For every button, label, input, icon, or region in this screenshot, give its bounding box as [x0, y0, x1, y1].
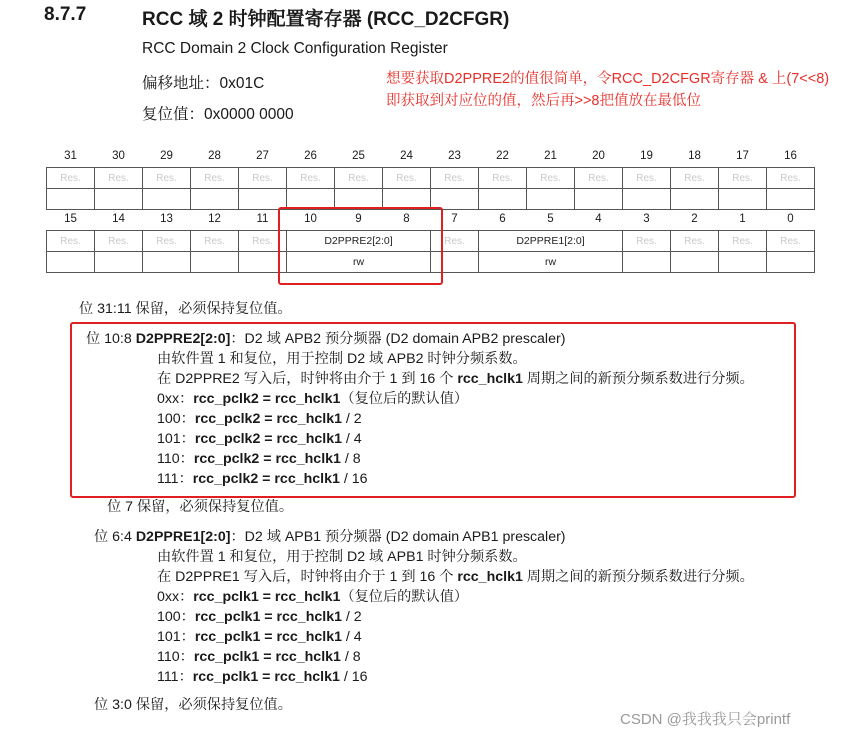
option-line	[157, 429, 362, 449]
reserved-cell: Res.	[95, 168, 143, 189]
red-annotation: 想要获取D2PPRE2的值很简单，令RCC_D2CFGR寄存器 & 上(7<<8)即获取到对应位的值，然后再>>8把值放在最低位	[386, 71, 830, 109]
option-code: 0xx：	[157, 589, 194, 605]
bit-number: 30	[112, 150, 125, 162]
field-title: ：D2 域 APB2 预分频器 (D2 domain APB2 prescaler)	[230, 331, 566, 347]
reserved-cell: Res.	[575, 168, 623, 189]
option-code: 100：	[157, 609, 195, 625]
bit-label: 位 10:8	[86, 331, 132, 347]
reserved-cell: Res.	[767, 231, 815, 252]
option-line	[157, 647, 361, 667]
field-name: D2PPRE1[2:0]	[135, 529, 231, 545]
field-desc-7	[107, 497, 293, 517]
offset-address: 偏移地址：0x01C	[142, 75, 265, 92]
access-cell	[719, 252, 767, 273]
reserved-cell: Res.	[671, 168, 719, 189]
access-cell	[671, 252, 719, 273]
option-line	[157, 667, 368, 687]
access-cell	[671, 189, 719, 210]
option-formula: rcc_pclk1 = rcc_hclk1	[192, 669, 340, 685]
option-code: 110：	[157, 451, 194, 467]
reserved-cell: Res.	[95, 231, 143, 252]
bit-number: 9	[355, 213, 362, 225]
access-cell	[191, 189, 239, 210]
access-cell	[623, 189, 671, 210]
reserved-cell: Res.	[191, 168, 239, 189]
option-line	[157, 607, 362, 627]
option-formula: rcc_pclk1 = rcc_hclk1	[193, 649, 341, 665]
bit-number: 19	[640, 150, 653, 162]
option-suffix: / 4	[341, 629, 362, 645]
d2ppre1-access: rw	[479, 252, 623, 273]
d2ppre2-field: D2PPRE2[2:0]	[287, 231, 431, 252]
bit-label: 位 31:11	[79, 301, 132, 317]
register-map-high	[46, 145, 815, 210]
option-formula: rcc_pclk2 = rcc_hclk1	[192, 471, 340, 487]
access-cell	[191, 252, 239, 273]
field-text: 保留，必须保持复位值。	[136, 499, 294, 515]
reserved-cell: Res.	[143, 231, 191, 252]
bit-label: 位 7	[107, 499, 134, 515]
option-line	[157, 587, 468, 607]
text: 在 D2PPRE1 写入后，时钟将由介于 1 到 16 个	[157, 569, 458, 585]
bit-number: 22	[496, 150, 509, 162]
option-formula: rcc_pclk2 = rcc_hclk1	[193, 391, 341, 407]
field-desc-10-8	[86, 329, 565, 349]
field-name: D2PPRE2[2:0]	[135, 331, 231, 347]
bit-number: 18	[688, 150, 701, 162]
option-line	[157, 627, 362, 647]
bit-number: 26	[304, 150, 317, 162]
reserved-cell: Res.	[767, 168, 815, 189]
access-cell	[47, 252, 95, 273]
bit-label: 位 3:0	[94, 697, 132, 713]
bit-number: 21	[544, 150, 557, 162]
csdn-watermark: CSDN @我我我只会printf	[620, 711, 791, 728]
bit-number: 12	[208, 213, 221, 225]
bit-number: 2	[691, 213, 698, 225]
reserved-cell: Res.	[623, 231, 671, 252]
option-formula: rcc_pclk1 = rcc_hclk1	[194, 629, 342, 645]
option-suffix: （复位后的默认值）	[340, 391, 469, 407]
option-code: 100：	[157, 411, 195, 427]
reserved-cell: Res.	[335, 168, 383, 189]
reserved-cell: Res.	[671, 231, 719, 252]
field-line	[157, 369, 754, 389]
option-suffix: / 16	[339, 471, 368, 487]
d2ppre1-field: D2PPRE1[2:0]	[479, 231, 623, 252]
bit-number: 5	[547, 213, 554, 225]
option-suffix: / 16	[339, 669, 368, 685]
reserved-cell: Res.	[47, 231, 95, 252]
bit-number: 23	[448, 150, 461, 162]
field-line	[157, 567, 754, 587]
field-line: 由软件置 1 和复位，用于控制 D2 域 APB2 时钟分频系数。	[157, 351, 527, 367]
option-formula: rcc_pclk1 = rcc_hclk1	[193, 589, 341, 605]
access-cell	[527, 189, 575, 210]
option-line	[157, 449, 361, 469]
bit-number: 14	[112, 213, 125, 225]
reserved-cell: Res.	[719, 168, 767, 189]
option-suffix: / 2	[341, 411, 362, 427]
bit-number: 25	[352, 150, 365, 162]
option-code: 0xx：	[157, 391, 194, 407]
bit-label: 位 6:4	[94, 529, 132, 545]
option-formula: rcc_pclk2 = rcc_hclk1	[194, 431, 342, 447]
option-code: 101：	[157, 629, 195, 645]
reserved-cell: Res.	[623, 168, 671, 189]
reserved-cell: Res.	[191, 231, 239, 252]
option-code: 110：	[157, 649, 194, 665]
field-text: 保留，必须保持复位值。	[135, 697, 292, 713]
option-suffix: / 4	[341, 431, 362, 447]
bit-number: 6	[499, 213, 506, 225]
access-cell	[575, 189, 623, 210]
access-cell	[143, 252, 191, 273]
field-title: ：D2 域 APB1 预分频器 (D2 domain APB1 prescaler)	[230, 529, 566, 545]
field-desc-3-0	[94, 695, 292, 715]
bit-number-row	[47, 145, 815, 168]
bit-number: 4	[595, 213, 602, 225]
bit-number: 27	[256, 150, 269, 162]
access-cell	[143, 189, 191, 210]
bit-number: 29	[160, 150, 173, 162]
bit-number: 1	[739, 213, 746, 225]
option-line	[157, 469, 368, 489]
bit-number: 15	[64, 213, 77, 225]
text: rcc_hclk1	[457, 371, 523, 387]
reserved-cell: Res.	[287, 168, 335, 189]
access-cell	[479, 189, 527, 210]
text: 周期之间的新预分频系数进行分频。	[522, 569, 754, 585]
option-suffix: / 2	[341, 609, 362, 625]
bit-number: 24	[400, 150, 413, 162]
reserved-cell: Res.	[143, 168, 191, 189]
bit-number: 0	[787, 213, 794, 225]
bit-number: 20	[592, 150, 605, 162]
option-code: 111：	[157, 471, 193, 487]
bit-number: 31	[64, 150, 77, 162]
field-text: 保留，必须保持复位值。	[135, 301, 292, 317]
field-name-row	[47, 168, 815, 189]
bit-number: 7	[451, 213, 458, 225]
access-cell	[767, 252, 815, 273]
bit-number: 8	[403, 213, 410, 225]
reserved-cell: Res.	[431, 168, 479, 189]
reserved-cell: Res.	[719, 231, 767, 252]
field-line: 由软件置 1 和复位，用于控制 D2 域 APB1 时钟分频系数。	[157, 549, 527, 565]
option-formula: rcc_pclk2 = rcc_hclk1	[193, 451, 341, 467]
text: 周期之间的新预分频系数进行分频。	[522, 371, 754, 387]
reserved-cell: Res.	[47, 168, 95, 189]
d2ppre2-access: rw	[287, 252, 431, 273]
option-formula: rcc_pclk1 = rcc_hclk1	[194, 609, 342, 625]
reserved-cell: Res.	[239, 231, 287, 252]
option-suffix: / 8	[340, 649, 361, 665]
bit-number: 13	[160, 213, 173, 225]
text: rcc_hclk1	[457, 569, 523, 585]
section-title: RCC 域 2 时钟配置寄存器 (RCC_D2CFGR)	[142, 9, 510, 30]
reserved-cell: Res.	[431, 231, 479, 252]
option-line	[157, 409, 362, 429]
option-formula: rcc_pclk2 = rcc_hclk1	[194, 411, 342, 427]
bit-number: 17	[736, 150, 749, 162]
reserved-cell: Res.	[239, 168, 287, 189]
reset-value: 复位值：0x0000 0000	[142, 106, 294, 123]
bit-number: 11	[256, 213, 269, 225]
access-cell	[95, 252, 143, 273]
access-cell	[719, 189, 767, 210]
bit-number: 28	[208, 150, 221, 162]
access-cell	[47, 189, 95, 210]
bit-number: 10	[304, 213, 317, 225]
access-cell	[623, 252, 671, 273]
option-line	[157, 389, 468, 409]
d2ppre2-register-highlight	[278, 207, 443, 285]
option-code: 101：	[157, 431, 195, 447]
option-suffix: / 8	[340, 451, 361, 467]
reserved-cell: Res.	[479, 168, 527, 189]
text: 在 D2PPRE2 写入后，时钟将由介于 1 到 16 个	[157, 371, 458, 387]
section-number: 8.7.7	[44, 4, 87, 25]
bit-number: 16	[784, 150, 797, 162]
access-cell	[767, 189, 815, 210]
field-desc-6-4	[94, 527, 566, 547]
reserved-cell: Res.	[527, 168, 575, 189]
option-suffix: （复位后的默认值）	[340, 589, 469, 605]
field-desc-31-11	[79, 299, 292, 319]
access-cell	[95, 189, 143, 210]
bit-number: 3	[643, 213, 650, 225]
register-subtitle: RCC Domain 2 Clock Configuration Register	[142, 40, 448, 57]
reserved-cell: Res.	[383, 168, 431, 189]
option-code: 111：	[157, 669, 193, 685]
